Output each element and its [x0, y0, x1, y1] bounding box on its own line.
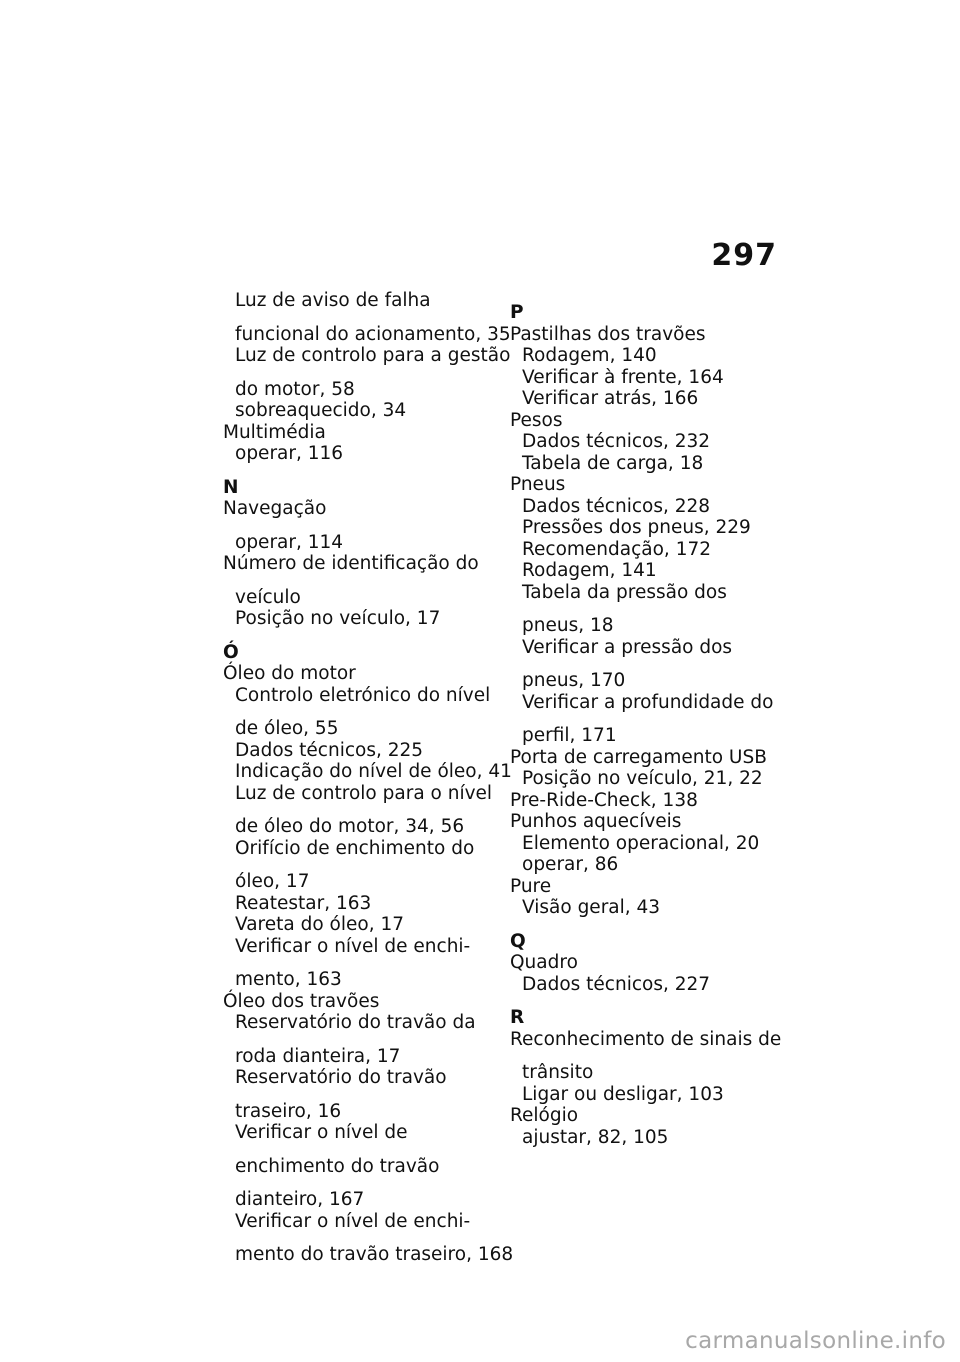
index-sub-entry: Reservatório do travão: [235, 1067, 447, 1088]
index-entry-continuation: de óleo, 55: [235, 718, 339, 739]
page-number: 297: [711, 238, 777, 273]
index-sub-entry: Posição no veículo, 21, 22: [522, 768, 763, 789]
index-main-entry: Pre-Ride-Check, 138: [510, 789, 698, 811]
index-main-entry: Quadro: [510, 952, 578, 973]
index-main-entry: Reconhecimento de sinais de: [510, 1028, 782, 1050]
index-sub-entry: Verificar o nível de enchi-: [235, 935, 471, 957]
index-main-entry: Multimédia: [223, 421, 326, 443]
index-sub-entry: Rodagem, 140: [522, 345, 657, 366]
index-entry-continuation: óleo, 17: [235, 871, 310, 892]
index-entry-continuation: enchimento do travão: [235, 1155, 440, 1177]
index-entry-continuation: funcional do acionamento, 35: [235, 323, 511, 345]
index-entry-continuation: mento, 163: [235, 969, 342, 990]
index-entry-continuation: roda dianteira, 17: [235, 1045, 401, 1067]
index-main-entry: Relógio: [510, 1105, 579, 1126]
index-main-entry: Pesos: [510, 409, 563, 431]
section-letter: P: [510, 302, 524, 323]
index-sub-entry: Dados técnicos, 232: [522, 431, 711, 452]
index-column-right: [510, 290, 782, 1148]
index-main-entry: Pastilhas dos travões: [510, 323, 706, 345]
watermark-footer: carmanualsonline.info: [685, 1328, 946, 1354]
index-sub-entry: Dados técnicos, 227: [522, 973, 711, 995]
index-entry-continuation: dianteiro, 167: [235, 1189, 365, 1210]
index-sub-entry: operar, 86: [522, 854, 619, 875]
index-main-entry: Navegação: [223, 498, 327, 519]
index-sub-entry: Vareta do óleo, 17: [235, 914, 405, 935]
section-letter: R: [510, 1007, 525, 1028]
index-sub-entry: Reservatório do travão da: [235, 1012, 476, 1033]
index-entry-continuation: perfil, 171: [522, 725, 617, 746]
index-entry-continuation: de óleo do motor, 34, 56: [235, 816, 465, 837]
index-entry-continuation: do motor, 58: [235, 378, 355, 400]
index-sub-entry: operar, 116: [235, 443, 344, 464]
index-sub-entry: Elemento operacional, 20: [522, 832, 760, 854]
section-letter: Q: [510, 930, 526, 952]
index-sub-entry: Tabela de carga, 18: [522, 452, 704, 474]
index-sub-entry: Tabela da pressão dos: [522, 581, 727, 603]
index-sub-entry: Verificar a pressão dos: [522, 636, 733, 658]
index-main-entry: Pure: [510, 875, 552, 897]
index-sub-entry: Verificar o nível de enchi-: [235, 1210, 471, 1232]
index-main-entry: Óleo do motor: [223, 663, 356, 684]
index-sub-entry: Verificar o nível de: [235, 1122, 408, 1143]
index-sub-entry: Ligar ou desligar, 103: [522, 1083, 724, 1105]
index-sub-entry: Posição no veículo, 17: [235, 608, 441, 629]
section-letter: N: [223, 476, 239, 498]
index-sub-entry: Rodagem, 141: [522, 560, 657, 581]
index-main-entry: Pneus: [510, 474, 566, 495]
index-sub-entry: Luz de controlo para o nível: [235, 782, 493, 804]
index-sub-entry: Verificar à frente, 164: [522, 366, 724, 388]
index-sub-entry: Controlo eletrónico do nível: [235, 684, 491, 706]
index-entry-continuation: pneus, 18: [522, 615, 614, 636]
index-sub-entry: Dados técnicos, 225: [235, 739, 424, 761]
index-sub-entry: Luz de controlo para a gestão: [235, 345, 511, 366]
index-sub-entry: Recomendação, 172: [522, 538, 712, 560]
section-letter: Ó: [223, 641, 239, 663]
index-main-entry: Número de identificação do: [223, 553, 479, 574]
index-entry-continuation: pneus, 170: [522, 670, 626, 691]
index-sub-entry: Luz de aviso de falha: [235, 290, 431, 311]
index-sub-entry: ajustar, 82, 105: [522, 1126, 669, 1148]
index-sub-entry: Dados técnicos, 228: [522, 495, 711, 517]
index-entry-continuation: trânsito: [522, 1062, 594, 1083]
index-sub-entry: Verificar a profundidade do: [522, 691, 774, 713]
index-main-entry: Óleo dos travões: [223, 990, 380, 1012]
index-sub-entry: Verificar atrás, 166: [522, 388, 699, 409]
index-main-entry: Punhos aquecíveis: [510, 811, 682, 832]
index-column-left: [223, 290, 514, 1266]
index-entry-continuation: traseiro, 16: [235, 1100, 342, 1122]
index-entry-continuation: mento do travão traseiro, 168: [235, 1244, 514, 1265]
index-entry-continuation: operar, 114: [235, 531, 344, 553]
index-main-entry: Porta de carregamento USB: [510, 746, 767, 768]
index-entry-continuation: veículo: [235, 586, 301, 608]
index-sub-entry: Pressões dos pneus, 229: [522, 517, 751, 538]
index-sub-entry: Indicação do nível de óleo, 41: [235, 761, 512, 782]
index-sub-entry: Reatestar, 163: [235, 892, 372, 914]
index-sub-entry: Visão geral, 43: [522, 897, 661, 918]
index-sub-entry: Orifício de enchimento do: [235, 837, 475, 859]
index-sub-entry: sobreaquecido, 34: [235, 400, 407, 421]
